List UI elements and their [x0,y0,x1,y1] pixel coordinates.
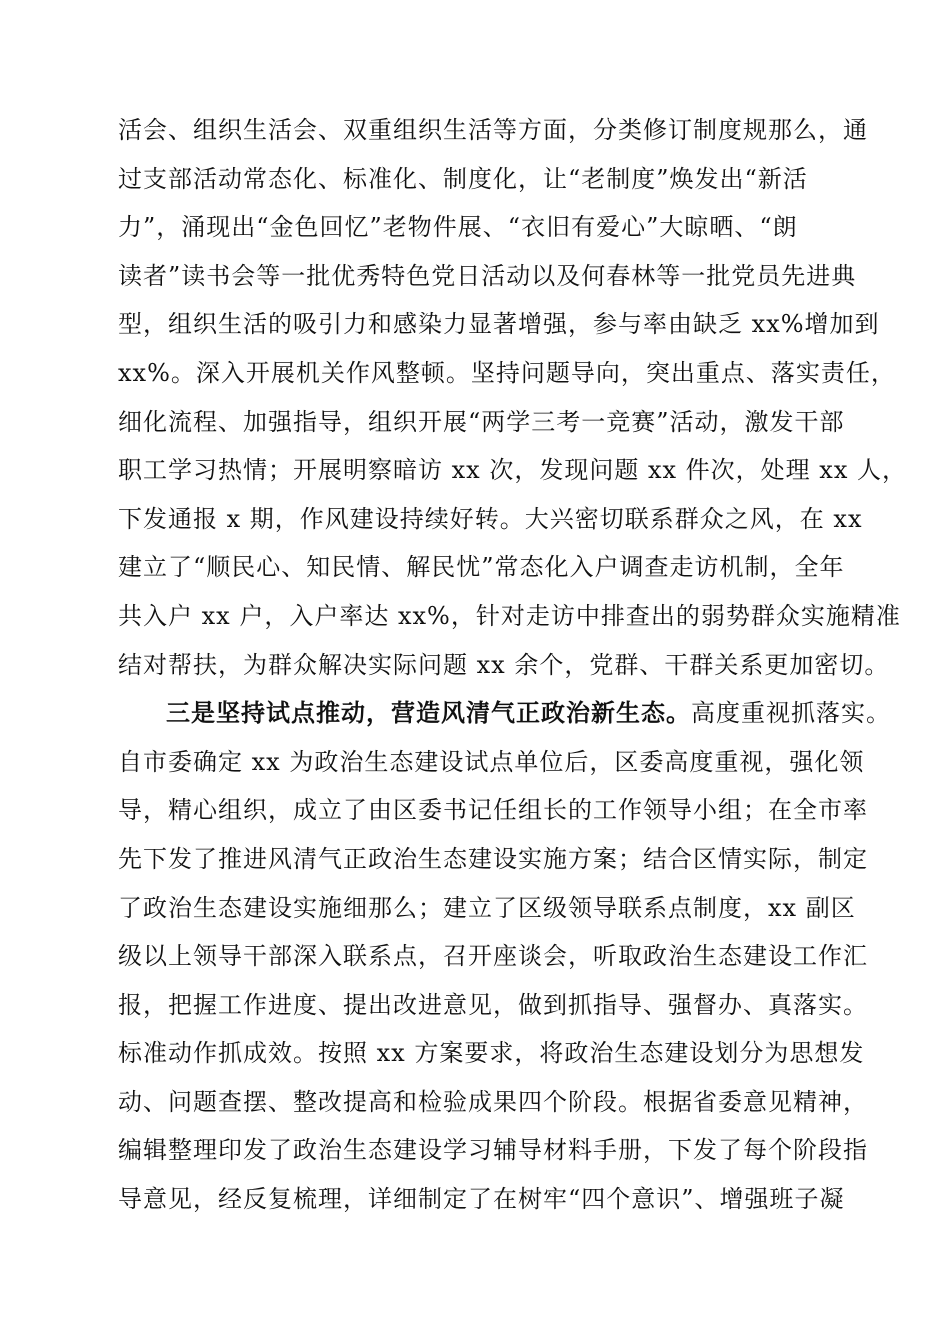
paragraph-line: 共入户 xx 户，入户率达 xx%，针对走访中排查出的弱势群众实施精准 [118,601,901,630]
paragraph-line: 自市委确定 xx 为政治生态建设试点单位后，区委高度重视，强化领 [118,747,865,776]
paragraph-line: 职工学习热情；开展明察暗访 xx 次，发现问题 xx 件次，处理 xx 人， [118,456,907,485]
paragraph-first-line [118,689,891,738]
paragraph-line: 下发通报 x 期，作风建设持续好转。大兴密切联系群众之风，在 xx [118,504,863,533]
document-body [118,106,907,1224]
paragraph-line: 过支部活动常态化、标准化、制度化，让“老制度”焕发出“新活 [118,164,808,193]
paragraph-line: 力”，涌现出“金色回忆”老物件展、“衣旧有爱心”大晾晒、“朗 [118,213,798,242]
paragraph-line: 标准动作抓成效。按照 xx 方案要求，将政治生态建设划分为思想发 [118,1039,865,1068]
paragraph-text: 高度重视抓落实。 [691,699,891,728]
paragraph-line: 细化流程、加强指导，组织开展“两学三考一竞赛”活动，激发干部 [118,407,845,436]
paragraph-line: 建立了“顺民心、知民情、解民忧”常态化入户调查走访机制，全年 [118,553,845,582]
paragraph-line: 读者”读书会等一批优秀特色党日活动以及何春林等一批党员先进典 [118,261,857,290]
section-heading: 三是坚持试点推动，营造风清气正政治新生态。 [166,698,691,728]
paragraph-line: 结对帮扶，为群众解决实际问题 xx 余个，党群、干群关系更加密切。 [118,650,890,679]
paragraph-line: 报，把握工作进度、提出改进意见，做到抓指导、强督办、真落实。 [118,990,868,1019]
paragraph-line: 导意见，经反复梳理，详细制定了在树牢“四个意识”、增强班子凝 [118,1185,845,1214]
paragraph-line: 导，精心组织，成立了由区委书记任组长的工作领导小组；在全市率 [118,796,868,825]
paragraph-line: 级以上领导干部深入联系点，召开座谈会，听取政治生态建设工作汇 [118,942,868,971]
paragraph-line: 编辑整理印发了政治生态建设学习辅导材料手册，下发了每个阶段指 [118,1136,868,1165]
paragraph-line: 型，组织生活的吸引力和感染力显著增强，参与率由缺乏 xx%增加到 [118,310,880,339]
paragraph-line: 先下发了推进风清气正政治生态建设实施方案；结合区情实际，制定 [118,844,868,873]
paragraph-line: xx%。深入开展机关作风整顿。坚持问题导向，突出重点、落实责任， [118,358,896,387]
paragraph-line: 了政治生态建设实施细那么；建立了区级领导联系点制度，xx 副区 [118,893,856,922]
paragraph-line: 活会、组织生活会、双重组织生活等方面，分类修订制度规那么，通 [118,116,868,144]
paragraph-line: 动、问题查摆、整改提高和检验成果四个阶段。根据省委意见精神， [118,1087,868,1116]
